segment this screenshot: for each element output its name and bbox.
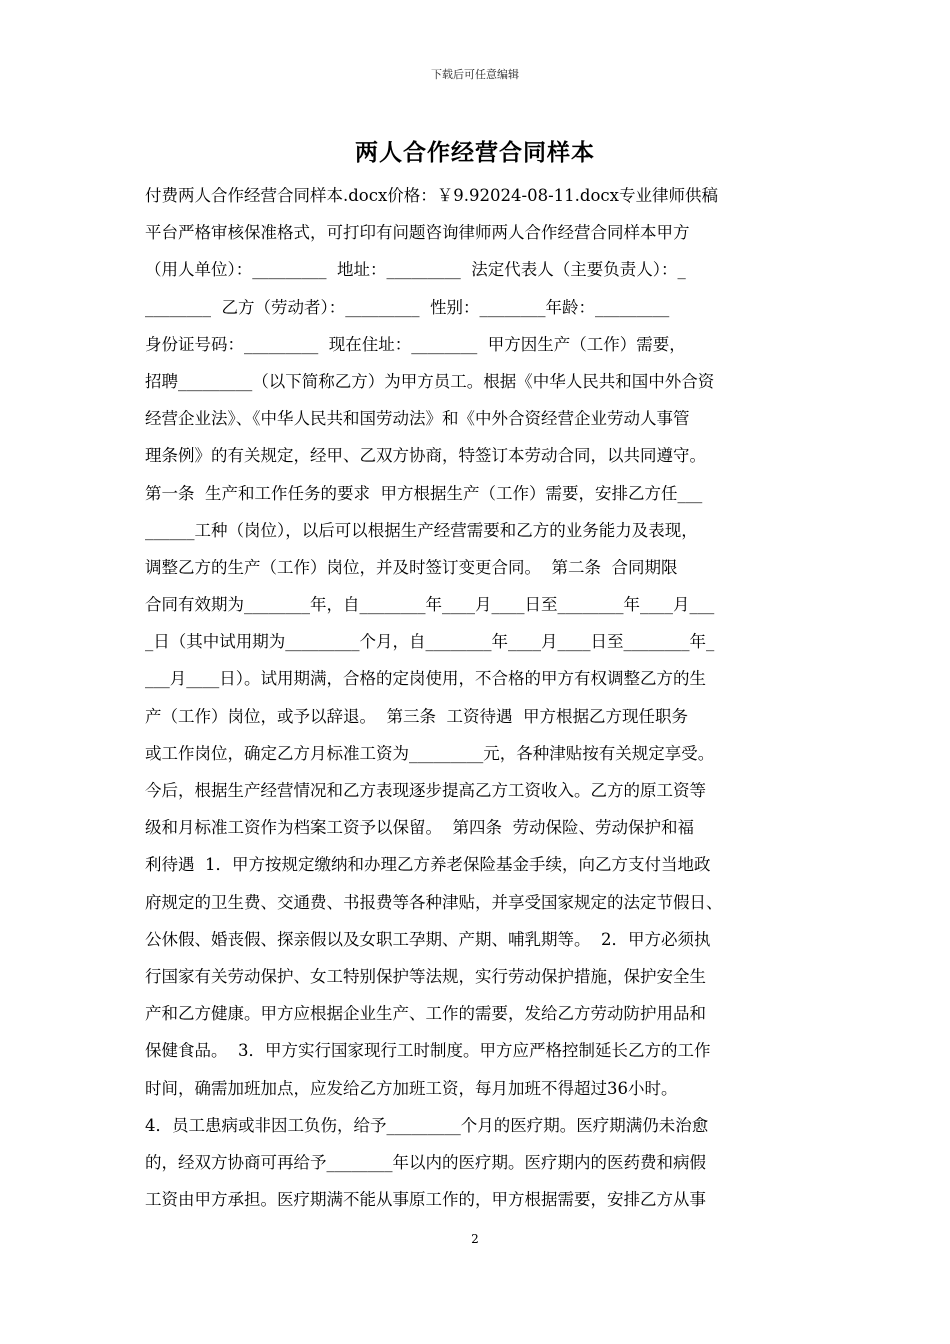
body-line: 今后，根据生产经营情况和乙方表现逐步提高乙方工资收入。乙方的原工资等 <box>145 781 706 800</box>
body-line: 利待遇 1．甲方按规定缴纳和办理乙方养老保险基金手续，向乙方支付当地政 <box>145 855 711 875</box>
body-line: 或工作岗位，确定乙方月标准工资为_________元，各种津贴按有关规定享受。 <box>145 743 715 763</box>
body-line: 第一条 生产和工作任务的要求 甲方根据生产（工作）需要，安排乙方任___ <box>145 483 703 503</box>
body-line: 身份证号码：_________ 现在住址：________ 甲方因生产（工作）需要， <box>145 334 686 354</box>
body-line: 产（工作）岗位，或予以辞退。 第三条 工资待遇 甲方根据乙方现任职务 <box>145 706 688 726</box>
body-line: 级和月标准工资作为档案工资予以保留。 第四条 劳动保险、劳动保护和福 <box>145 818 694 838</box>
document-body <box>145 177 821 1218</box>
document-title: 两人合作经营合同样本 <box>355 140 595 166</box>
body-line: ________ 乙方（劳动者）：_________ 性别：________年龄：_________ <box>145 297 670 317</box>
body-line: 工资由甲方承担。医疗期满不能从事原工作的，甲方根据需要，安排乙方从事 <box>145 1190 706 1210</box>
body-line: 公休假、婚丧假、探亲假以及女职工孕期、产期、哺乳期等。 2．甲方必须执 <box>145 929 711 949</box>
body-line: 4．员工患病或非因工负伤，给予_________个月的医疗期。医疗期满仍未治愈 <box>145 1115 709 1135</box>
body-line: _日（其中试用期为_________个月，自________年____月____日至________年_ <box>145 632 715 652</box>
page-header-note: 下载后可任意编辑 <box>431 68 519 81</box>
body-line: 产和乙方健康。甲方应根据企业生产、工作的需要，发给乙方劳动防护用品和 <box>145 1004 706 1024</box>
body-line: 付费两人合作经营合同样本.docx价格：￥9.92024-08-11.docx专业律师供稿 <box>145 186 718 205</box>
body-line: 平台严格审核保准格式，可打印有问题咨询律师两人合作经营合同样本甲方 <box>145 223 690 243</box>
body-line: 的，经双方协商可再给予________年以内的医疗期。医疗期内的医药费和病假 <box>145 1152 706 1172</box>
body-line: 行国家有关劳动保护、女工特别保护等法规，实行劳动保护措施，保护安全生 <box>145 966 706 986</box>
body-line: ___月____日）。试用期满，合格的定岗使用，不合格的甲方有权调整乙方的生 <box>145 669 706 689</box>
body-line: 经营企业法》、《中华人民共和国劳动法》和《中外合资经营企业劳动人事管 <box>145 409 690 429</box>
body-line: 调整乙方的生产（工作）岗位，并及时签订变更合同。 第二条 合同期限 <box>145 557 678 577</box>
page-number: 2 <box>471 1232 479 1246</box>
body-line: 招聘_________（以下简称乙方）为甲方员工。根据《中华人民共和国中外合资 <box>145 371 715 391</box>
body-line: 保健食品。 3．甲方实行国家现行工时制度。甲方应严格控制延长乙方的工作 <box>145 1041 711 1061</box>
body-line: （用人单位）：_________ 地址：_________ 法定代表人（主要负责人）：_ <box>145 260 686 280</box>
body-line: 理条例》的有关规定，经甲、乙双方协商，特签订本劳动合同，以共同遵守。 <box>145 446 706 466</box>
body-line: ______工种（岗位），以后可以根据生产经营需要和乙方的业务能力及表现， <box>145 520 698 540</box>
body-line: 合同有效期为________年，自________年____月____日至________年____月___ <box>145 595 715 615</box>
body-line: 府规定的卫生费、交通费、书报费等各种津贴，并享受国家规定的法定节假日、 <box>145 892 723 912</box>
body-line: 时间，确需加班加点，应发给乙方加班工资，每月加班不得超过36小时。 <box>145 1078 678 1098</box>
